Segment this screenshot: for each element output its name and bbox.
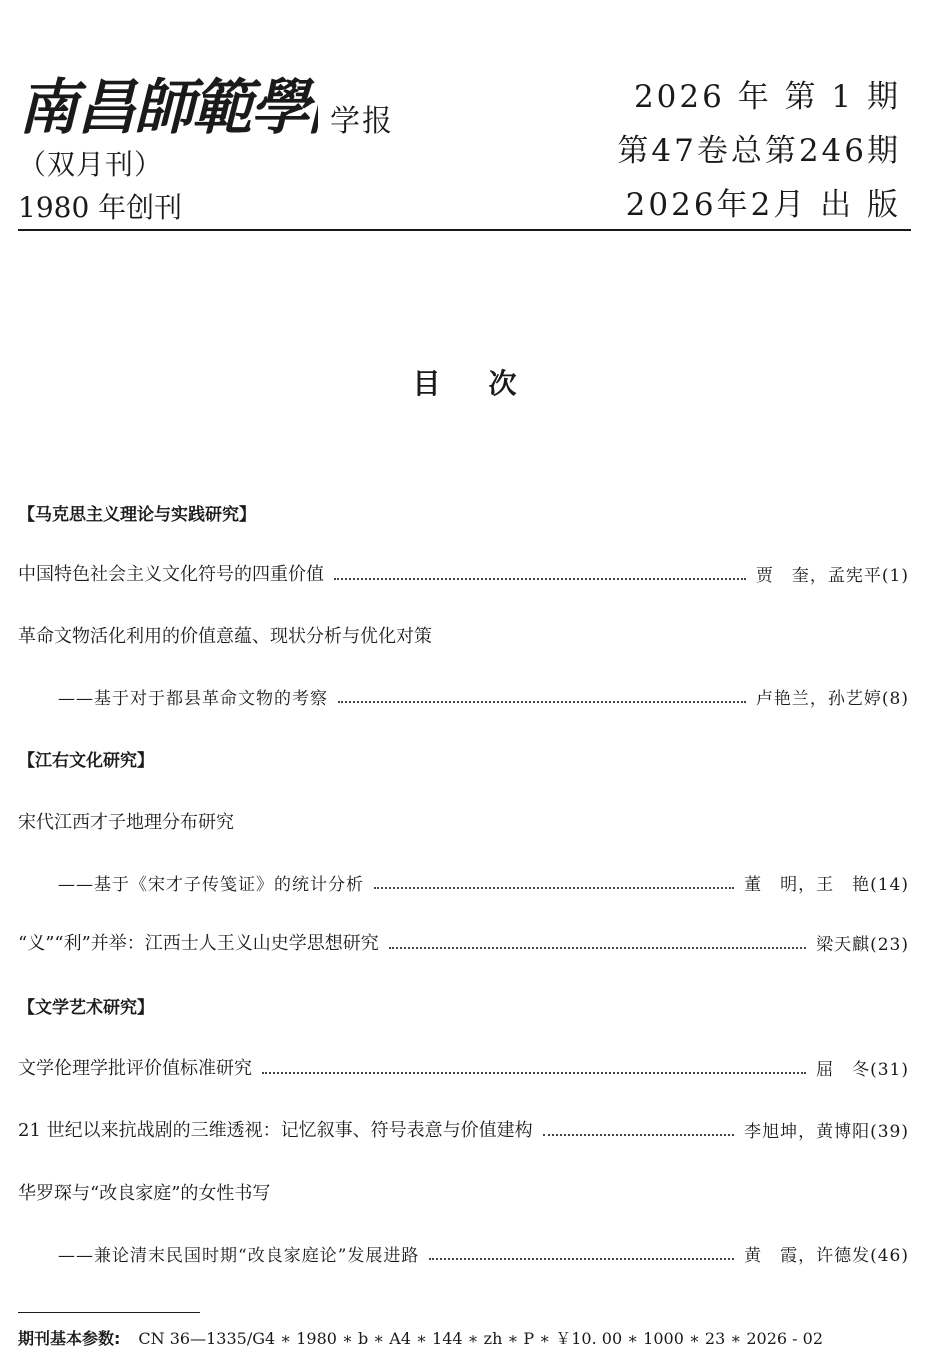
leader-dots	[389, 947, 806, 949]
leader-dots	[338, 701, 746, 703]
volume-number: 第47卷总第246期	[617, 133, 901, 169]
toc-entry-4[interactable]	[18, 929, 909, 955]
toc-entry-1[interactable]	[18, 560, 909, 586]
article-author-page: 黄 霞，许德发(46)	[744, 1246, 909, 1266]
article-author-page: 梁天麒(23)	[816, 935, 909, 955]
toc-entry-6[interactable]	[18, 1116, 909, 1142]
issue-number: 2026 年 第 1 期	[633, 79, 901, 115]
issue-info	[617, 70, 901, 232]
leader-dots	[374, 887, 734, 889]
page-title: 目次	[412, 367, 565, 400]
article-title: “义”“利”并举：江西士人王义山史学思想研究	[18, 933, 379, 954]
leader-dots	[262, 1072, 806, 1074]
article-author-page: 董 明，王 艳(14)	[744, 875, 909, 895]
article-title: 文学伦理学批评价值标准研究	[18, 1058, 252, 1079]
section-heading-literature: 【文学艺术研究】	[18, 998, 154, 1018]
leader-dots	[334, 578, 746, 580]
journal-parameters	[18, 1326, 823, 1349]
article-author-page: 屈 冬(31)	[816, 1060, 909, 1080]
toc-entry-3[interactable]	[58, 869, 909, 895]
article-title: 中国特色社会主义文化符号的四重价值	[18, 564, 324, 585]
article-author-page: 李旭坤，黄博阳(39)	[744, 1122, 909, 1142]
parameters-value: CN 36—1335/G4 ∗ 1980 ∗ b ∗ A4 ∗ 144 ∗ zh ∗ P ∗ ￥10. 00 ∗ 1000 ∗ 23 ∗ 2026 - 02	[138, 1329, 823, 1348]
leader-dots	[543, 1134, 734, 1136]
parameters-label: 期刊基本参数:	[18, 1329, 121, 1348]
journal-masthead	[18, 66, 378, 140]
article-title: 21 世纪以来抗战剧的三维透视：记忆叙事、符号表意与价值建构	[18, 1120, 533, 1141]
toc-entry-2[interactable]	[58, 683, 909, 709]
toc-entry-3-title[interactable]: 宋代江西才子地理分布研究	[18, 812, 234, 833]
article-subtitle: ——基于对于都县革命文物的考察	[58, 689, 328, 709]
section-heading-marxism: 【马克思主义理论与实践研究】	[18, 505, 256, 525]
article-author-page: 卢艳兰，孙艺婷(8)	[755, 689, 909, 709]
leader-dots	[429, 1258, 734, 1260]
section-heading-jiangyou: 【江右文化研究】	[18, 751, 154, 771]
founded-year: 1980 年创刊	[18, 191, 183, 224]
footer-divider	[18, 1312, 200, 1313]
journal-suffix: 学报	[330, 104, 394, 139]
calligraphy-masthead	[18, 66, 318, 140]
journal-name-calligraphy: 南昌師範學	[18, 73, 308, 140]
publish-date: 2026年2月 出 版	[625, 187, 901, 223]
toc-entry-2-title[interactable]: 革命文物活化利用的价值意蕴、现状分析与优化对策	[18, 626, 432, 647]
header-divider	[18, 229, 911, 231]
frequency: （双月刊）	[18, 148, 164, 181]
article-subtitle: ——兼论清末民国时期“改良家庭论”发展进路	[58, 1246, 420, 1266]
article-author-page: 贾 奎，孟宪平(1)	[755, 566, 909, 586]
toc-entry-7-title[interactable]: 华罗琛与“改良家庭”的女性书写	[18, 1183, 271, 1204]
article-subtitle: ——基于《宋才子传笺证》的统计分析	[58, 875, 364, 895]
toc-entry-5[interactable]	[18, 1054, 909, 1080]
toc-entry-7[interactable]	[58, 1240, 909, 1266]
